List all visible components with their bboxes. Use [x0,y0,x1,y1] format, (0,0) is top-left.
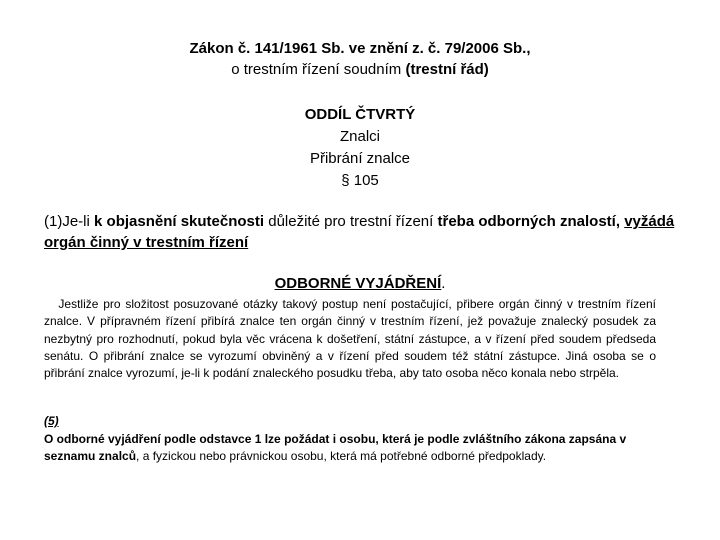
paragraph-number: § 105 [341,172,379,189]
para1-lead: Je-li [62,213,95,230]
subsection-heading: Přibrání znalce [309,150,411,167]
law-subtitle: o trestním řízení soudním [231,61,406,78]
law-title [0,38,720,80]
odborne-period: . [441,275,446,292]
para5-number: (5) [44,414,59,428]
para5-bold: O odborné vyjádření podle odstavce 1 lze požádat i osobu, která je podle zvláštního zákona zapsána v seznamu znalců [44,431,627,463]
para1-underlined: vyžádá orgán činný v trestním řízení [44,213,675,251]
para5-rest: , a fyzickou nebo právnickou osobu, která má potřebné odborné předpoklady. [136,449,547,463]
para5-body [44,431,674,466]
para2-text: Jestliže pro složitost posuzované otázky takový postup není postačující, přibere orgán činný v trestním řízení znalce. V přípravném řízení přibírá znalce ten orgán činný v trestním řízení, jež považuje znalecký posudek za nezbytný pro rozhodnutí, pokud byla věc vrácena k došetření, státní zástupce, a v řízení před soudem předseda senátu. O přibrání znalce se vyrozumí obviněný a v řízení před soudem též státní zástupce. Jiná osoba se o přibrání znalce vyrozumí, je-li k podání znaleckého posudku třeba, aby tato osoba něco konala nebo strpěla. [44,297,656,381]
law-title-line2 [0,59,720,80]
para1-sep: , [615,213,625,230]
odborne-vyjadreni-heading [0,273,720,294]
paragraph-5 [44,413,674,466]
paragraph-1 [44,211,684,253]
part-heading: ODDÍL ČTVRTÝ [304,106,416,123]
para1-mid: důležité pro trestní řízení [264,213,438,230]
law-short-name: (trestní řád) [405,61,489,78]
para1-number: (1) [44,213,63,230]
paragraph-2 [44,296,656,382]
para1-bold-2: třeba odborných znalostí [437,213,616,230]
law-title-line1: Zákon č. 141/1961 Sb. ve znění z. č. 79/2006 Sb., [189,40,531,57]
odborne-text: ODBORNÉ VYJÁDŘENÍ [274,275,442,292]
section-heading: Znalci [339,128,380,145]
para1-bold-1: k objasnění skutečnosti [94,213,265,230]
